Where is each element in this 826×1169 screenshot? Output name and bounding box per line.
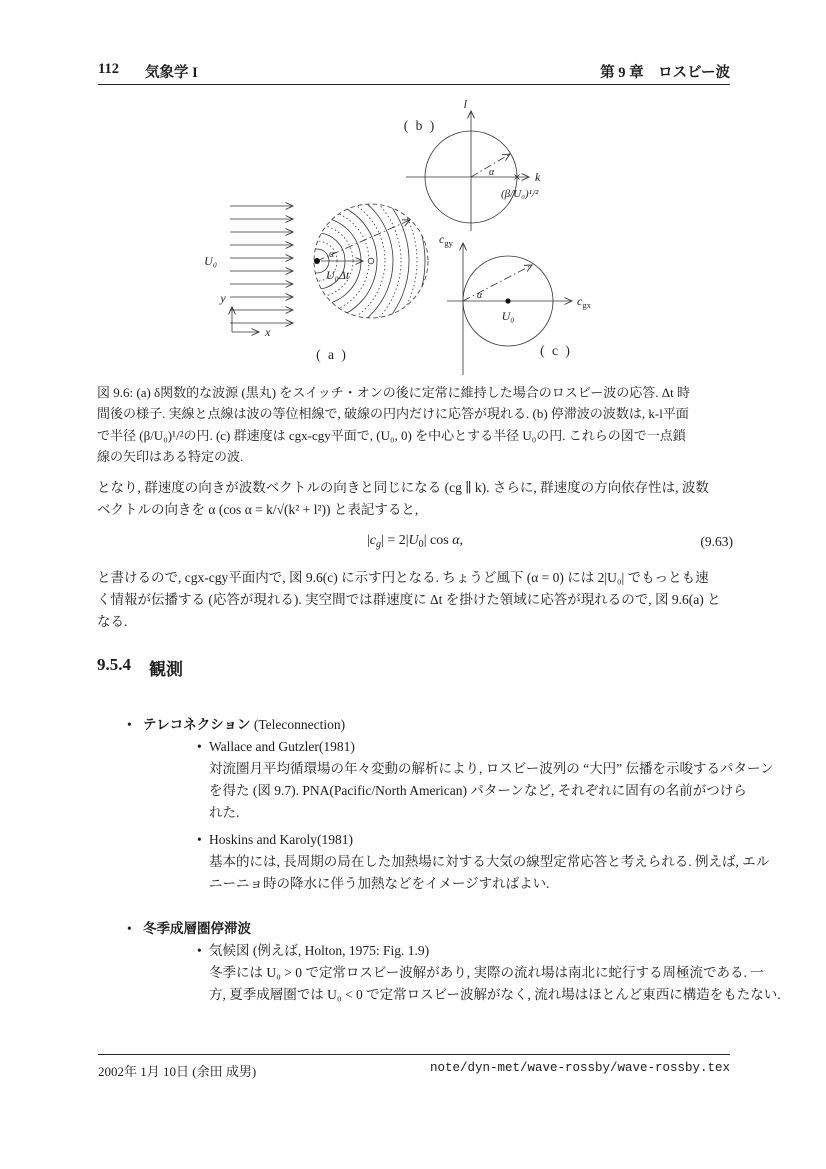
caption-line: 線の矢印はある特定の波. (97, 449, 244, 465)
header-left (98, 61, 198, 82)
subitem-line: 冬季には U₀ > 0 で定常ロスビー波解があり, 実際の流れ場は南北に蛇行する周極流である. 一 (209, 965, 764, 980)
center-open-dot (368, 258, 374, 264)
y-axis-label: y (220, 291, 226, 305)
cgy-sub: gy (444, 238, 453, 248)
figure-caption (97, 382, 747, 468)
u0-label-c: U₀ (501, 309, 515, 323)
item-title-bold: テレコネクション (143, 717, 251, 732)
alpha-label-a: α (329, 249, 335, 260)
radius-label-b: (β/U₀)¹/² (501, 188, 539, 200)
list-item-teleconnection (95, 714, 775, 895)
subitem-line: 方, 夏季成層圏では U₀ < 0 で定常ロスビー波解がなく, 流れ場はほとんど東西に構造をもたない. (209, 987, 781, 1002)
paragraph-1 (97, 477, 747, 521)
alpha-label-c: α (477, 290, 483, 301)
paragraph-2 (97, 567, 747, 633)
panel-a (209, 153, 428, 369)
body-line: となり, 群速度の向きが波数ベクトルの向きと同じになる (cg ∥ k). さらに, 群速度の方向依存性は, 波数 (97, 480, 709, 495)
subitem-line: ニーニョ時の降水に伴う加熱などをイメージすればよい. (209, 876, 550, 891)
list-item-title (143, 918, 775, 940)
list-item-stratosphere (95, 918, 781, 1006)
alpha-label-b: α (489, 167, 495, 178)
panel-b-label: ( b ) (403, 118, 437, 133)
cgx-main: c (577, 294, 583, 308)
figure-9-6 (95, 99, 735, 382)
caption-line: 間後の様子. 実線と点線は波の等位相線で, 破線の円内だけに応答が現れる. (b) 停滞波の波数は, k-l平面 (97, 406, 689, 422)
l-axis-label: l (463, 99, 467, 111)
subitem-line: を得た (図 9.7). PNA(Pacific/North American) パターンなど, それぞれに固有の名前がつけら (209, 783, 747, 798)
list-subitem-climatology (143, 940, 781, 1006)
cgx-axis-label (577, 294, 592, 310)
observation-list (95, 714, 781, 1018)
section-number: 9.5.4 (97, 655, 131, 674)
caption-line: で半径 (β/U₀)¹/²の円. (c) 群速度は cgx-cgy平面で, (U₀, 0) を中心とする半径 U₀の円. これらの図で一点鎖 (97, 427, 686, 443)
x-axis-label: x (265, 325, 271, 339)
body-line: なる. (97, 614, 128, 629)
page-footer (98, 1061, 730, 1080)
subitem-line: 対流圏月平均循環場の年々変動の解析により, ロスビー波列の “大円” 伝播を示唆するパターン (209, 761, 774, 776)
equation-number: (9.63) (700, 534, 733, 549)
section-title: 観測 (149, 660, 183, 679)
u0-center-dot (505, 298, 510, 303)
body-line: ベクトルの向きを α (cos α = k/√(k² + l²)) と表記すると, (97, 502, 419, 517)
subitem-line: れた. (209, 805, 240, 820)
u0-label-a: U₀ (204, 254, 217, 268)
k-axis-label: k (535, 170, 541, 184)
subitem-title: • Wallace and Gutzler(1981) (209, 736, 775, 758)
subitem-title: • Hoskins and Karoly(1981) (209, 829, 775, 851)
section-heading (97, 655, 183, 680)
xy-axes (232, 307, 259, 332)
flow-arrows (230, 206, 293, 323)
panel-c-label: ( c ) (540, 343, 572, 358)
u0dt-label: U₀Δt (326, 268, 350, 282)
list-item-title (143, 714, 775, 736)
subitem-title: • 気候図 (例えば, Holton, 1975: Fig. 1.9) (209, 940, 775, 962)
list-subitem-hoskins (143, 829, 775, 895)
cgy-axis-label (439, 232, 454, 248)
chapter-title: 第 9 章 ロスビー波 (600, 65, 730, 81)
course-title: 気象学 I (144, 65, 198, 81)
footer-filepath: note/dyn-met/wave-rossby/wave-rossby.tex (429, 1061, 730, 1075)
wave-source-dot (314, 258, 320, 264)
particular-wave-arrow-c (463, 265, 532, 301)
page-header (98, 61, 730, 82)
subitem-line: 基本的には, 長周期の局在した加熱場に対する大気の線型定常応答と考えられる. 例えば, エル (209, 854, 770, 869)
list-subitem-wallace (143, 736, 775, 824)
footer-date-author: 2002年 1月 10日 (余田 成男) (98, 1064, 257, 1079)
cgy-main: c (439, 232, 445, 246)
body-line: と書けるので, cgx-cgy平面内で, 図 9.6(c) に示す円となる. ちょうど風下 (α = 0) には 2|U₀| でもっとも速 (97, 570, 709, 585)
item-title-bold: 冬季成層圏停滞波 (143, 921, 251, 936)
caption-line: 図 9.6: (a) δ関数的な波源 (黒丸) をスイッチ・オンの後に定常に維持した場合のロスビー波の応答. Δt 時 (97, 385, 691, 400)
body-line: く情報が伝播する (応答が現れる). 実空間では群速度に Δt を掛けた領域に応答が現れるので, 図 9.6(a) と (97, 592, 721, 607)
item-title-rest: (Teleconnection) (250, 717, 346, 732)
cgx-sub: gx (582, 300, 591, 310)
page-number: 112 (98, 61, 119, 77)
equation-9-63 (97, 533, 733, 550)
footer-rule (98, 1054, 730, 1055)
panel-a-label: ( a ) (316, 347, 348, 362)
header-rule (98, 84, 730, 85)
equation-body: $|c_g| = 2|U_0|$ cos α, (366, 533, 464, 550)
